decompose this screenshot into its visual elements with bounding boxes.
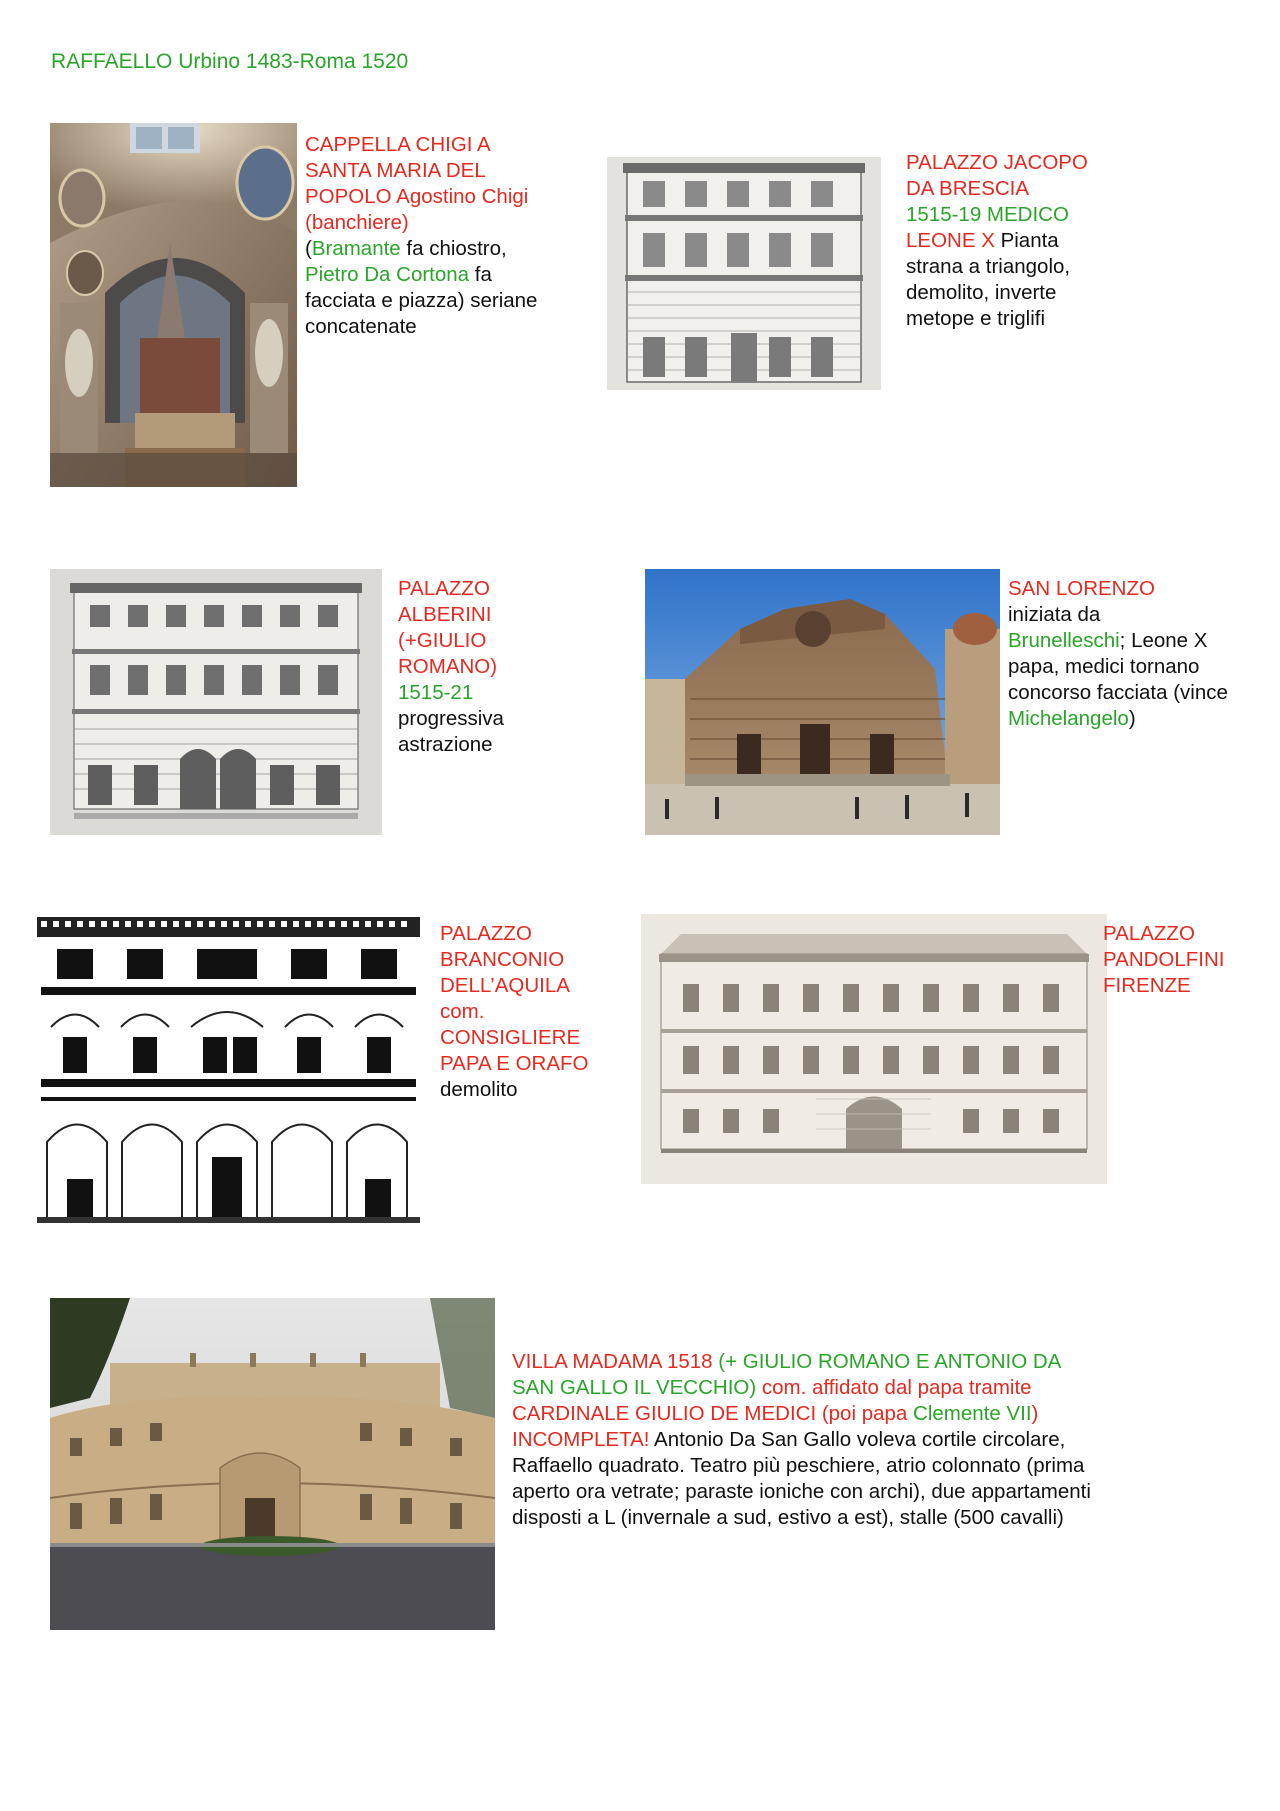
brescia-dates: 1515-19 MEDICO: [906, 203, 1069, 226]
page-title: RAFFAELLO Urbino 1483-Roma 1520: [51, 50, 409, 73]
madama-heading: VILLA MADAMA 1518: [512, 1350, 719, 1373]
alberini-giulio: (+GIULIO ROMANO): [398, 629, 498, 678]
clemente-vii: Clemente VII: [913, 1402, 1032, 1425]
alberini-caption: PALAZZO ALBERINI (+GIULIO ROMANO) 1515-21 progressiva astrazione: [398, 577, 504, 756]
pandolfini-heading: PALAZZO PANDOLFINI FIRENZE: [1103, 922, 1225, 997]
san-lorenzo-image: [645, 569, 1000, 835]
chigi-heading: CAPPELLA CHIGI A SANTA MARIA DEL POPOLO Agostino Chigi (banchiere): [305, 133, 529, 234]
chigi-caption: CAPPELLA CHIGI A SANTA MARIA DEL POPOLO Agostino Chigi (banchiere) (Bramante fa chiostro, Pietro Da Cortona fa facciata e piazza) seriane concatenate: [305, 133, 538, 338]
lorenzo-caption: SAN LORENZO iniziata da Brunelleschi; Leone X papa, medici tornano concorso facciata (vince Michelangelo): [1008, 577, 1228, 730]
branconio-caption: PALAZZO BRANCONIO DELL’AQUILA com. CONSIGLIERE PAPA E ORAFO demolito: [440, 922, 589, 1101]
madama-architects: (+ GIULIO ROMANO E ANTONIO DA SAN GALLO IL VECCHIO): [512, 1350, 1061, 1399]
alberini-heading: PALAZZO ALBERINI: [398, 577, 492, 626]
palazzo-brescia-image: [607, 157, 881, 390]
cortona-name: Pietro Da Cortona: [305, 263, 470, 286]
bramante-name: Bramante: [311, 237, 401, 260]
palazzo-pandolfini-image: [641, 914, 1107, 1184]
brescia-heading: PALAZZO JACOPO DA BRESCIA: [906, 151, 1088, 200]
palazzo-alberini-image: [50, 569, 382, 835]
brescia-caption: PALAZZO JACOPO DA BRESCIA 1515-19 MEDICO LEONE X Pianta strana a triangolo, demolito, inverte metope e triglifi: [906, 151, 1088, 330]
alberini-dates: 1515-21: [398, 681, 474, 704]
villa-madama-image: [50, 1298, 495, 1630]
pandolfini-caption: [1103, 921, 1253, 999]
lorenzo-heading: SAN LORENZO: [1008, 577, 1155, 600]
brunelleschi-name: Brunelleschi: [1008, 629, 1120, 652]
chigi-chapel-image: [50, 123, 297, 487]
palazzo-branconio-image: [27, 917, 430, 1223]
leone-x: LEONE X: [906, 229, 995, 252]
branconio-heading: PALAZZO BRANCONIO DELL’AQUILA com. CONSIGLIERE PAPA E ORAFO: [440, 922, 589, 1075]
michelangelo-name: Michelangelo: [1008, 707, 1129, 730]
madama-caption: VILLA MADAMA 1518 (+ GIULIO ROMANO E ANTONIO DA SAN GALLO IL VECCHIO) com. affidato dal papa tramite CARDINALE GIULIO DE MEDICI (poi papa Clemente VII) INCOMPLETA! Antonio Da San Gallo voleva cortile circolare, Raffaello quadrato. Teatro più peschiere, atrio colonnato (prima aperto ora vetrate; paraste ioniche con archi), due appartamenti disposti a L (invernale a sud, estivo a est), stalle (500 cavalli): [512, 1350, 1091, 1529]
